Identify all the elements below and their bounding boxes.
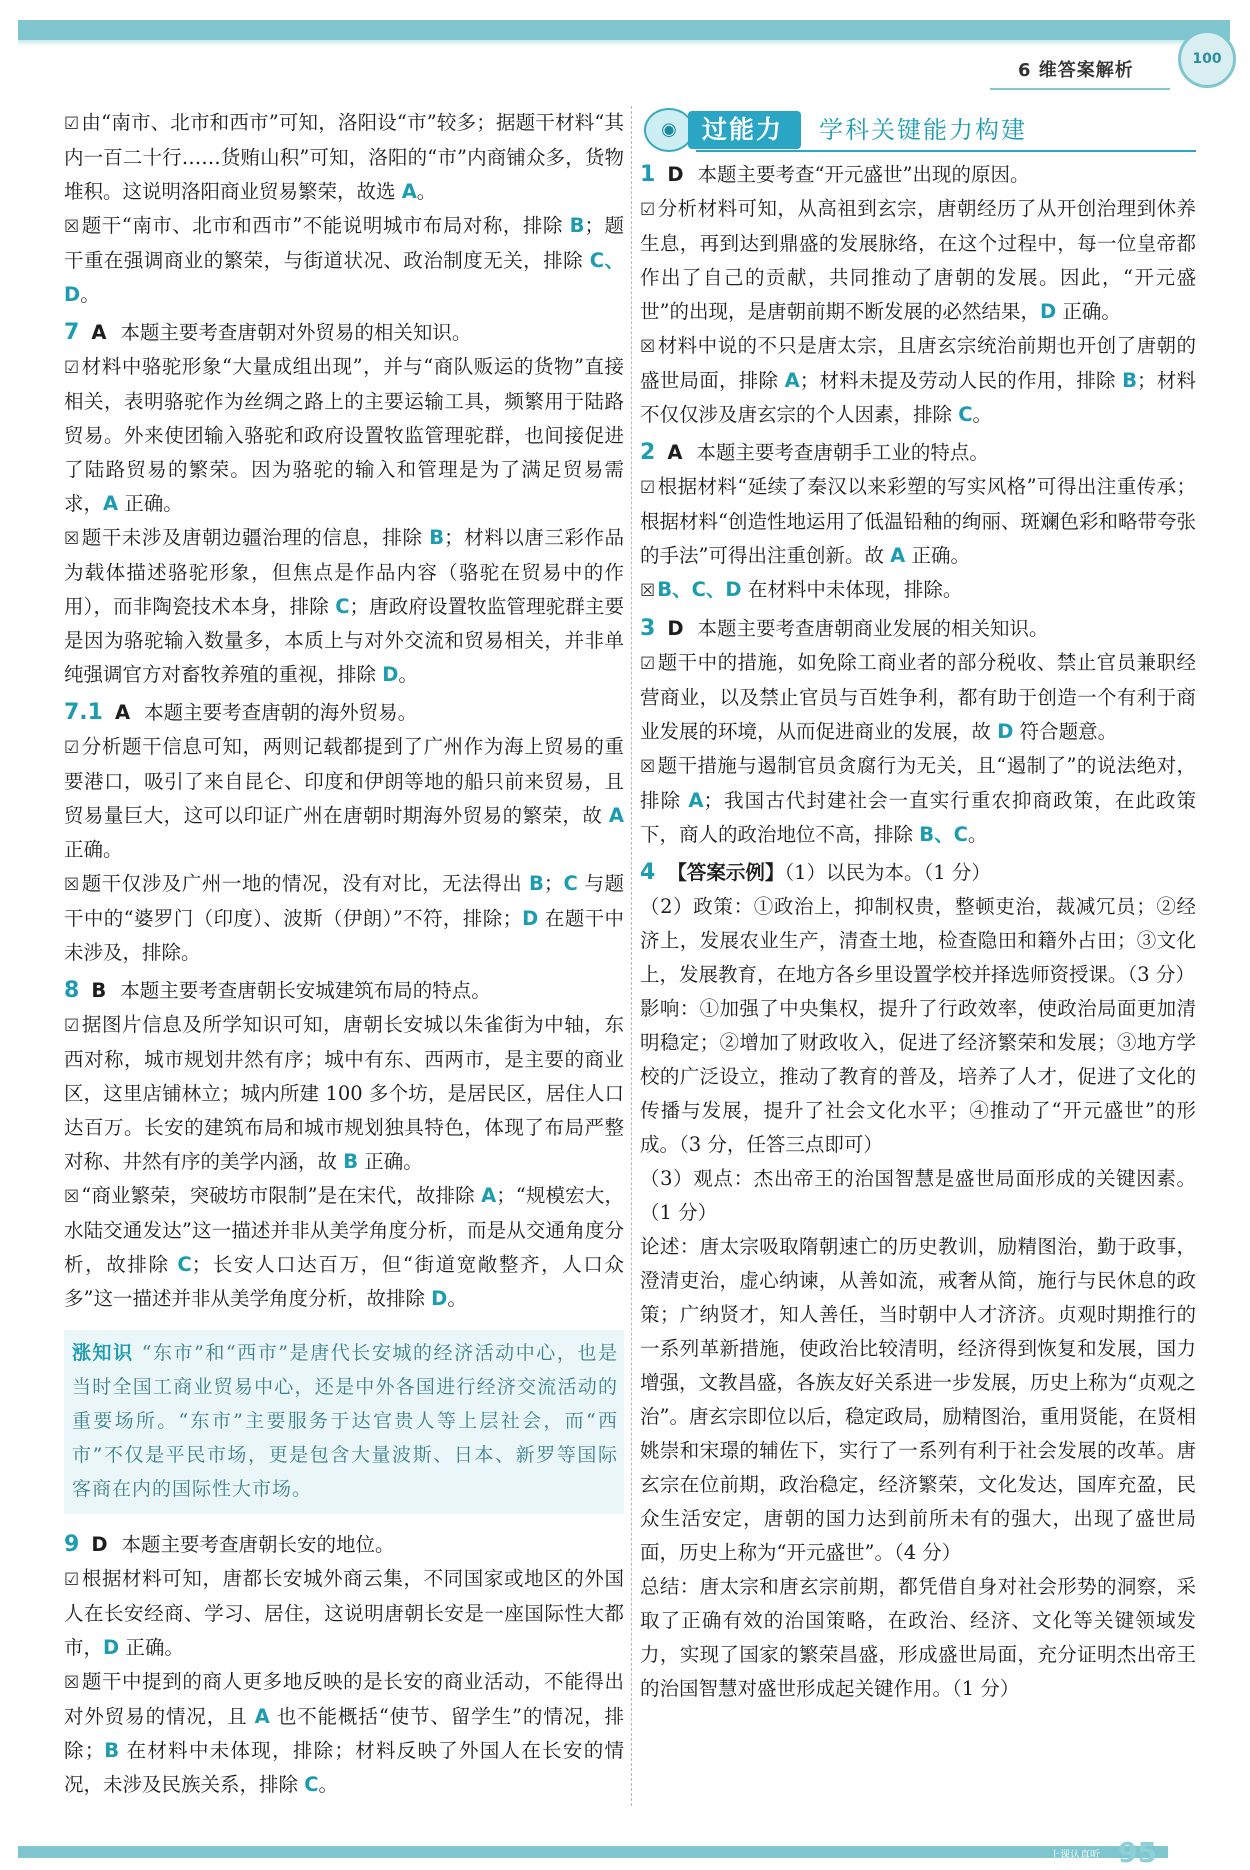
section-tag: 过能力	[688, 111, 801, 149]
cross-icon: ☒	[64, 1673, 80, 1693]
owl-icon: ◉	[644, 108, 694, 152]
check-icon: ☑	[64, 738, 80, 758]
paragraph: ☑ 由“南市、北市和西市”可知，洛阳设“市”较多；据题干材料“其内一百二十行……货贿山积”可知，洛阳的“市”内商铺众多，货物堆积。这说明洛阳商业贸易繁荣，故选 A。	[64, 111, 624, 203]
paragraph: ☒ 题干措施与遏制官员贪腐行为无关，且“遏制了”的说法绝对，排除 A；我国古代封建社会一直实行重农抑商政策，在此政策下，商人的政治地位不高，排除 B、C。	[640, 754, 1196, 846]
question-header: 4 【答案示例】（1）以民为本。（1 分）	[640, 860, 991, 885]
cross-icon: ☒	[64, 529, 80, 549]
knowledge-tip-box	[64, 1330, 624, 1514]
right-column	[640, 106, 1196, 1706]
paragraph: ☑ 根据材料“延续了秦汉以来彩塑的写实风格”可得出注重传承；根据材料“创造性地运用了低温铅釉的绚丽、斑斓色彩和略带夸张的手法”可得出注重创新。故 A 正确。	[640, 475, 1196, 567]
check-icon: ☑	[64, 114, 80, 134]
paragraph: ☒ 材料中说的不只是唐太宗，且唐玄宗统治前期也开创了唐朝的盛世局面，排除 A；材料未提及劳动人民的作用，排除 B；材料不仅仅涉及唐玄宗的个人因素，排除 C。	[640, 334, 1197, 426]
tip-title: 涨知识	[72, 1342, 134, 1364]
question-header: 9 D 本题主要考查唐朝长安的地位。	[64, 1532, 395, 1557]
paragraph: ☑ 材料中骆驼形象“大量成组出现”，并与“商队贩运的货物”直接相关，表明骆驼作为丝绸之路上的主要运输工具，频繁用于陆路贸易。外来使团输入骆驼和政府设置牧监管理驼群，也间接促进了陆路贸易的繁荣。因为骆驼的输入和管理是为了满足贸易需求，A 正确。	[64, 355, 624, 515]
paragraph: （3）观点：杰出帝王的治国智慧是盛世局面形成的关键因素。（1 分）	[640, 1167, 1196, 1224]
cross-icon: ☒	[640, 757, 656, 777]
question-header: 3 D 本题主要考查唐朝商业发展的相关知识。	[640, 616, 1049, 641]
paragraph: 论述：唐太宗吸取隋朝速亡的历史教训，励精图治，勤于政事，澄清吏治，虚心纳谏，从善如流，戒奢从简，施行与民休息的政策；广纳贤才，知人善任，当时朝中人才济济。贞观时期推行的一系列革新措施，使政治比较清明，经济得到恢复和发展，国力增强，文教昌盛，各族友好关系进一步发展，历史上称为“贞观之治”。唐玄宗即位以后，稳定政局，励精图治，重用贤能，在贤相姚崇和宋璟的辅佐下，实行了一系列有利于社会发展的改革。唐玄宗在位前期，政治稳定，经济繁荣，文化发达，国库充盈，民众生活安定，唐朝的国力达到前所未有的强大，出现了盛世局面，历史上称为“开元盛世”。（4 分）	[640, 1235, 1196, 1564]
paragraph: 总结：唐太宗和唐玄宗前期，都凭借自身对社会形势的洞察，采取了正确有效的治国策略，在政治、经济、文化等关键领域发力，实现了国家的繁荣昌盛，形成盛世局面，充分证明杰出帝王的治国智慧对盛世形成起关键作用。（1 分）	[640, 1575, 1196, 1700]
left-column	[64, 106, 624, 1802]
section-subtitle: 学科关键能力构建	[819, 116, 1028, 144]
check-icon: ☑	[640, 478, 656, 498]
paragraph: ☑ 据图片信息及所学知识可知，唐朝长安城以朱雀街为中轴，东西对称，城市规划井然有序；城中有东、西两市，是主要的商业区，这里店铺林立；城内所建 100 多个坊，是居民区，居住人口达百万。长安的建筑布局和城市规划独具特色，体现了布局严整对称、井然有序的美学内涵，故 B 正确。	[64, 1013, 624, 1173]
page-number: 95	[1118, 1836, 1157, 1869]
footer-band	[18, 1846, 1168, 1858]
paragraph: 影响：①加强了中央集权，提升了行政效率，使政治局面更加清明稳定；②增加了财政收入，促进了经济繁荣和发展；③地方学校的广泛设立，推动了教育的普及，培养了人才，促进了文化的传播与发展，提升了社会文化水平；④推动了“开元盛世”的形成。（3 分，任答三点即可）	[640, 997, 1196, 1156]
paragraph: ☒ “商业繁荣，突破坊市限制”是在宋代，故排除 A；“规模宏大，水陆交通发达”这一描述并非从美学角度分析，而是从交通角度分析，故排除 C；长安人口达百万，但“街道宽敞整齐，人口众多”这一描述并非从美学角度分析，故排除 D。	[64, 1184, 624, 1310]
footer-slogan: 上课认真听	[1050, 1850, 1100, 1861]
paragraph: ☑ 分析材料可知，从高祖到玄宗，唐朝经历了从开创治理到休养生息，再到达到鼎盛的发展脉络，在这个过程中，每一位皇帝都作出了自己的贡献，共同推动了唐朝的发展。因此，“开元盛世”的出现，是唐朝前期不断发展的必然结果，D 正确。	[640, 197, 1196, 323]
header-label: 6 维答案解析	[1018, 60, 1134, 81]
column-divider	[631, 106, 632, 1806]
paragraph: ☒ 题干仅涉及广州一地的情况，没有对比，无法得出 B；C 与题干中的“婆罗门（印度）、波斯（伊朗）”不符，排除；D 在题干中未涉及，排除。	[64, 872, 624, 964]
check-icon: ☑	[640, 654, 656, 674]
paragraph: ☒ 题干“南市、北市和西市”不能说明城市布局对称，排除 B；题干重在强调商业的繁荣，与街道状况、政治制度无关，排除 C、D。	[64, 214, 625, 306]
banner-underline	[696, 150, 1196, 152]
cross-icon: ☒	[64, 875, 80, 895]
check-icon: ☑	[64, 1570, 80, 1590]
question-header: 1 D 本题主要考查“开元盛世”出现的原因。	[640, 162, 1030, 187]
paragraph: ☑ 分析题干信息可知，两则记载都提到了广州作为海上贸易的重要港口，吸引了来自昆仑、印度和伊朗等地的船只前来贸易，且贸易量巨大，这可以印证广州在唐朝时期海外贸易的繁荣，故 A 正确。	[64, 735, 624, 861]
check-icon: ☑	[640, 200, 656, 220]
paragraph: ☑ 题干中的措施，如免除工商业者的部分税收、禁止官员兼职经营商业，以及禁止官员与百姓争利，都有助于创造一个有利于商业发展的环境，从而促进商业的发展，故 D 符合题意。	[640, 651, 1196, 743]
section-banner	[644, 106, 1196, 154]
mascot-logo: 100	[1178, 30, 1236, 88]
cross-icon: ☒	[64, 217, 80, 237]
tip-text: “东市”和“西市”是唐代长安城的经济活动中心，也是当时全国工商业贸易中心，还是中外各国进行经济交流活动的重要场所。“东市”主要服务于达官贵人等上层社会，而“西市”不仅是平民市场，更是包含大量波斯、日本、新罗等国际客商在内的国际性大市场。	[72, 1342, 618, 1500]
question-header: 7.1 A 本题主要考查唐朝的海外贸易。	[64, 700, 418, 725]
question-header: 2 A 本题主要考查唐朝手工业的特点。	[640, 440, 989, 465]
check-icon: ☑	[64, 358, 80, 378]
header-band	[18, 20, 1230, 40]
paragraph: ☒ 题干中提到的商人更多地反映的是长安的商业活动，不能得出对外贸易的情况，且 A 也不能概括“使节、留学生”的情况，排除；B 在材料中未体现，排除；材料反映了外国人在长安的情况，未涉及民族关系，排除 C。	[64, 1670, 624, 1796]
cross-icon: ☒	[640, 337, 656, 357]
paragraph: （2）政策：①政治上，抑制权贵，整顿吏治，裁减冗员；②经济上，发展农业生产，清查土地，检查隐田和籍外占田；③文化上，发展教育，在地方各乡里设置学校并择选师资授课。（3 分）	[640, 895, 1196, 986]
paragraph: ☑ 根据材料可知，唐都长安城外商云集，不同国家或地区的外国人在长安经商、学习、居住，这说明唐朝长安是一座国际性大都市，D 正确。	[64, 1567, 624, 1659]
paragraph: ☒ 题干未涉及唐朝边疆治理的信息，排除 B；材料以唐三彩作品为载体描述骆驼形象，但焦点是作品内容（骆驼在贸易中的作用），而非陶瓷技术本身，排除 C；唐政府设置牧监管理驼群主要是因为骆驼输入数量多，本质上与对外交流和贸易相关，并非单纯强调官方对畜牧养殖的重视，排除 D。	[64, 526, 624, 686]
check-icon: ☑	[64, 1016, 80, 1036]
paragraph: ☒ B、C、D 在材料中未体现，排除。	[640, 578, 963, 601]
cross-icon: ☒	[640, 581, 656, 601]
header-rule	[990, 88, 1170, 90]
question-header: 7 A 本题主要考查唐朝对外贸易的相关知识。	[64, 320, 472, 345]
cross-icon: ☒	[64, 1187, 80, 1207]
question-header: 8 B 本题主要考查唐朝长安城建筑布局的特点。	[64, 978, 491, 1003]
